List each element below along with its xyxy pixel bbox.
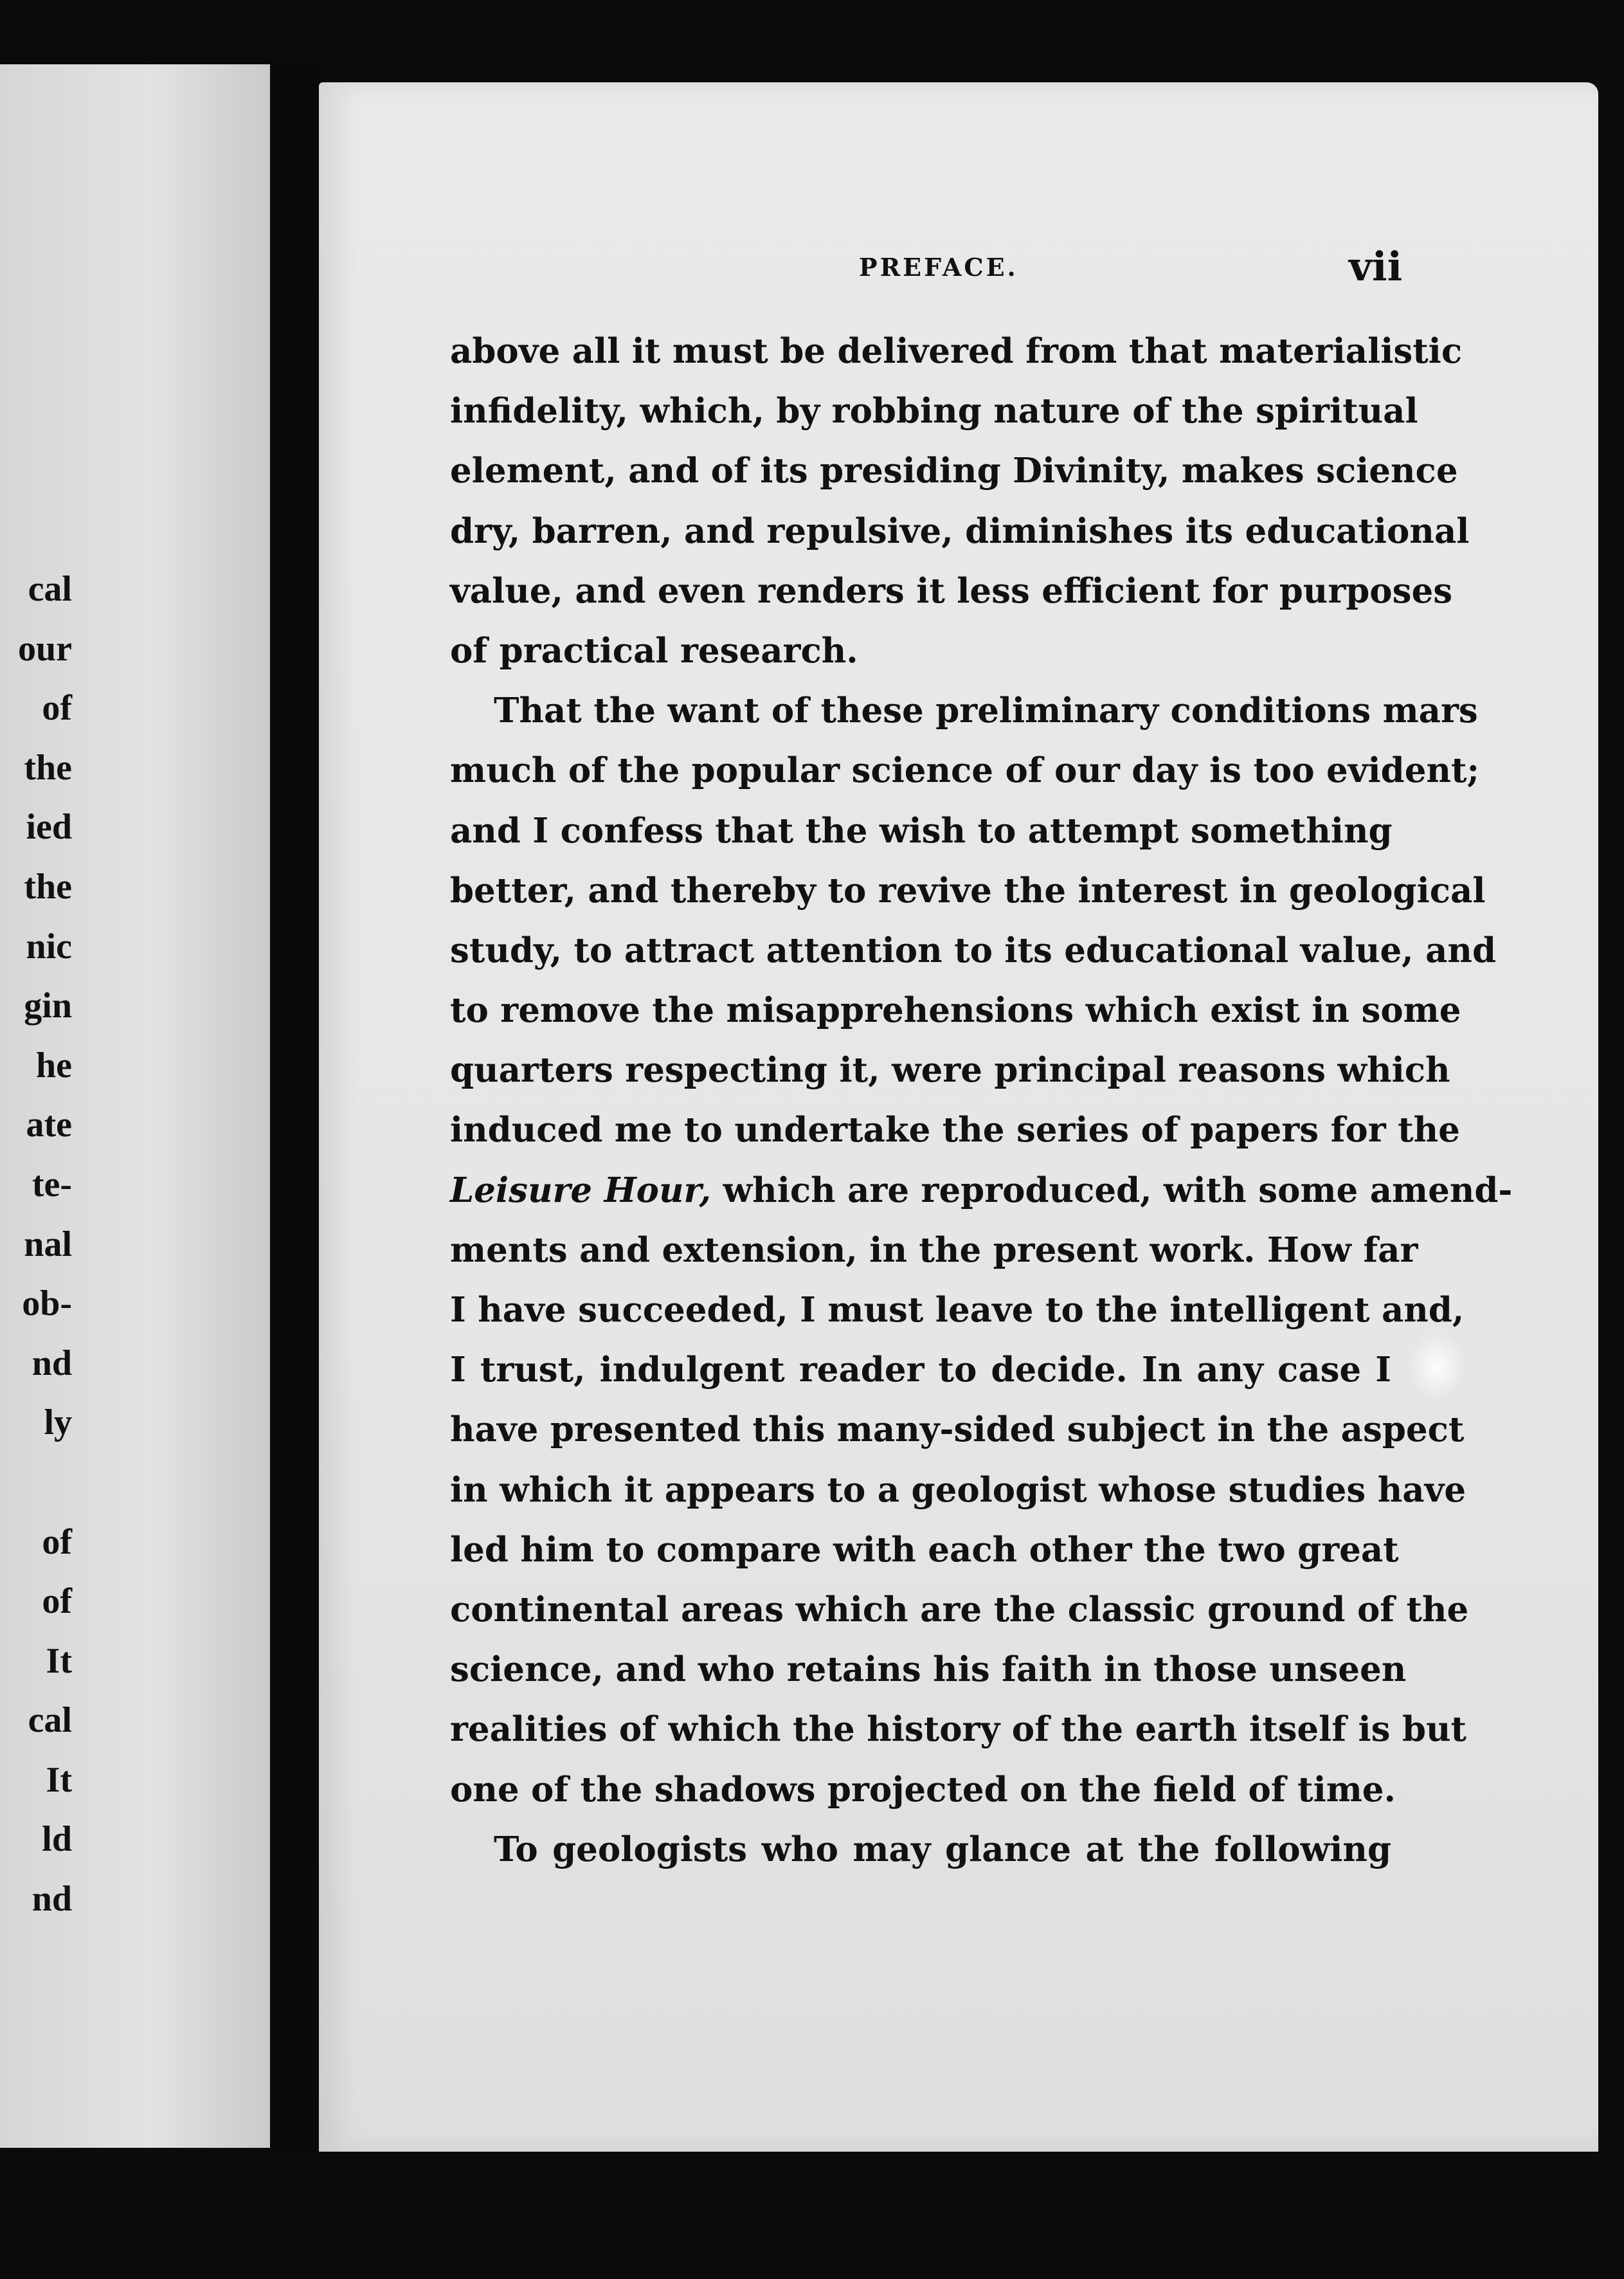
paragraph-1 [450,322,1470,681]
text-line [450,1161,1513,1221]
left-page-fragment: cal [28,569,72,609]
page-body-text [450,322,1513,1880]
left-page-fragment: ob- [22,1284,72,1324]
text-line: ments and extension, in the present work. How far [450,1230,1418,1270]
text-line: I have succeeded, I must leave to the intelligent and, [450,1290,1465,1330]
left-page-fragment: ied [26,807,72,848]
text-line: in which it appears to a geologist whose studies have [450,1469,1466,1510]
text-line: study, to attract attention to its educational value, and [450,930,1497,970]
left-page-fragment: It [46,1640,72,1681]
text-line: of practical research. [450,630,858,671]
text-line: induced me to undertake the series of papers for the [450,1110,1460,1150]
paragraph-3 [450,1820,1391,1880]
left-page-fragment: ly [44,1403,72,1443]
text-line: led him to compare with each other the two great [450,1529,1399,1570]
left-page-line-fragments [0,559,72,1929]
text-line: much of the popular science of our day is too evident; [450,750,1480,791]
book-gutter [270,58,321,2154]
text-line: to remove the misapprehensions which exist in some [450,990,1461,1031]
left-page-fragment: gin [24,986,72,1026]
left-page-fragment: ld [42,1819,72,1860]
text-line: have presented this many-sided subject in the aspect [450,1410,1465,1450]
left-page-fragment: our [18,628,72,669]
text-line: better, and thereby to revive the interest in geological [450,870,1486,911]
left-page-fragment: of [42,1521,72,1562]
left-page-fragment: cal [28,1700,72,1741]
left-page-fragment: nd [32,1879,72,1920]
left-page-fragment: nic [26,926,72,967]
text-line: science, and who retains his faith in those unseen [450,1649,1407,1690]
left-page-fragment: of [42,688,72,729]
text-line: That the want of these preliminary conditions mars [494,691,1478,731]
text-line: realities of which the history of the earth itself is but [450,1709,1467,1750]
text-line: element, and of its presiding Divinity, makes science [450,451,1458,491]
left-page-fragment [0,1453,72,1512]
text-line: above all it must be delivered from that materialistic [450,331,1463,371]
left-page-fragment: nd [32,1343,72,1383]
text-line: I trust, indulgent reader to decide. In any case I [450,1350,1391,1390]
paragraph-2 [450,681,1513,1820]
text-line: infidelity, which, by robbing nature of the spiritual [450,391,1418,431]
text-line: dry, barren, and repulsive, diminishes its educational [450,511,1470,551]
periodical-title: Leisure Hour, [450,1170,712,1210]
left-page-fragment: te- [32,1164,72,1204]
paper-blemish [1408,1331,1466,1402]
page-number: vii [1349,243,1403,290]
left-page-fragment: of [42,1581,72,1622]
text-line: value, and even renders it less efficient for purposes [450,570,1453,611]
left-page-fragment: he [36,1045,72,1085]
left-page-fragment: It [46,1759,72,1800]
text-line: continental areas which are the classic ground of the [450,1589,1469,1630]
left-page-fragment: ate [26,1105,72,1145]
text-line-remainder: which are reproduced, with some amend- [711,1170,1513,1210]
text-line: one of the shadows projected on the field of time. [450,1769,1396,1810]
left-page-fragment: the [24,866,72,907]
text-line: quarters respecting it, were principal reasons which [450,1050,1450,1091]
running-head: PREFACE. [859,253,1018,282]
text-line: and I confess that the wish to attempt something [450,810,1393,851]
left-page-edge [0,64,275,2148]
left-page-fragment: the [24,747,72,788]
text-line: To geologists who may glance at the following [494,1829,1391,1869]
left-page-fragment: nal [24,1224,72,1264]
